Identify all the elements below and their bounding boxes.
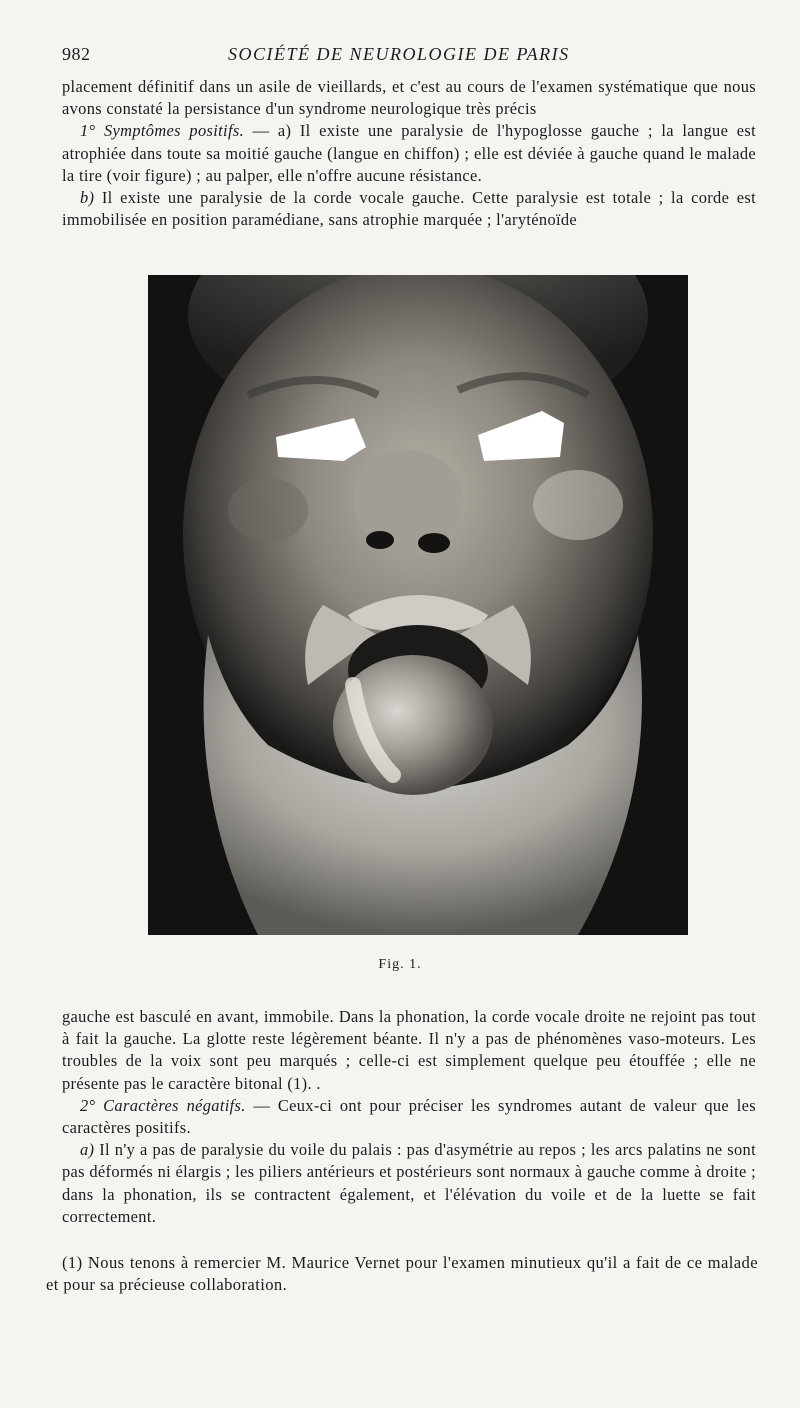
paragraph-continuation: gauche est basculé en avant, immobile. Dans la phonation, la corde vocale droite ne rejoint pas tout à fait la gauche. La glotte reste légèrement béante. Il n'y a pas de phénomènes vaso-moteurs. Les troubles de la voix sont peu marqués ; celle-ci est simplement quelque peu étouffée ; elle ne présente pas le caractère bitonal (1). . (62, 1007, 756, 1093)
paragraph-positive-symptoms (62, 120, 756, 187)
footnote (46, 1252, 758, 1296)
text-block-bottom (62, 1006, 756, 1228)
paragraph-text: Il n'y a pas de paralysie du voile du palais : pas d'asymétrie au repos ; les arcs palatins ne sont pas déformés ni élargis ; les piliers antérieurs et postérieurs sont normaux à gauche comme à droite ; dans la phonation, ils se contractent également, et l'élévation du voile et de la luette se fait correctement. (62, 1140, 757, 1226)
section-label-positive: 1° Symptômes positifs. (80, 121, 245, 141)
figure-photograph (148, 275, 688, 935)
running-head (62, 44, 752, 66)
item-label-b: b) (80, 188, 95, 208)
paragraph-continuation: placement définitif dans un asile de vieillards, et c'est au cours de l'examen systématique que nous avons constaté la persistance d'un syndrome neurologique très précis (62, 77, 756, 119)
page-number: 982 (62, 44, 91, 64)
paragraph-negative-characters (62, 1095, 756, 1139)
journal-title: SOCIÉTÉ DE NEUROLOGIE DE PARIS (228, 44, 570, 64)
paragraph-vocal-cord (62, 187, 756, 231)
section-label-negative: 2° Caractères négatifs. (80, 1095, 246, 1115)
figure-caption: Fig. 1. (378, 957, 422, 972)
paragraph-text: — Ceux-ci ont pour préciser les syndromes autant de valeur que les caractères positifs. (62, 1095, 756, 1138)
text-block-top (62, 76, 756, 231)
paragraph-text: — a) Il existe une paralysie de l'hypoglosse gauche ; la langue est atrophiée dans toute sa moitié gauche (langue en chiffon) ; elle est déviée à gauche quand le malade la tire (voir figure) ; au palper, elle n'offre aucune résistance. (62, 121, 756, 185)
patient-face-photo (148, 275, 688, 935)
paragraph-text: Il existe une paralysie de la corde vocale gauche. Cette paralysie est totale ; la corde est immobilisée en position paramédiane, sans atrophie marquée ; l'aryténoïde (62, 188, 756, 230)
item-label-a: a) (80, 1140, 95, 1160)
footnote-text: (1) Nous tenons à remercier M. Maurice Vernet pour l'examen minutieux qu'il a fait de ce malade et pour sa précieuse collaboration. (46, 1253, 758, 1294)
paragraph-soft-palate (62, 1139, 756, 1228)
